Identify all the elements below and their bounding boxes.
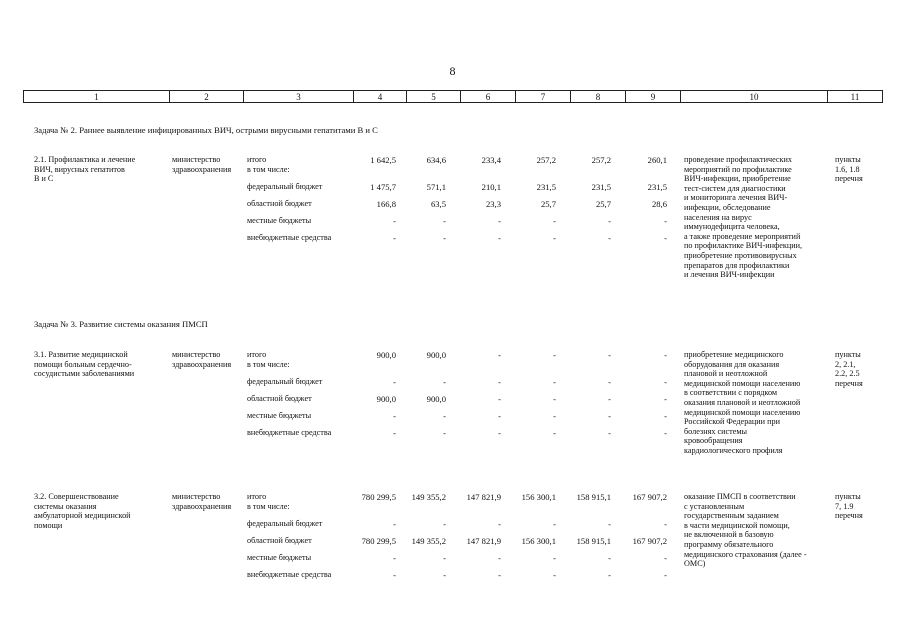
funding-value: - bbox=[443, 519, 446, 529]
list-points-line: перечня bbox=[835, 511, 863, 521]
expected-result-line: тест-систем для диагностики bbox=[684, 183, 786, 193]
funding-value: - bbox=[608, 233, 611, 243]
funding-value: 149 355,2 bbox=[411, 536, 446, 546]
funding-source bbox=[247, 428, 331, 438]
funding-value: - bbox=[553, 519, 556, 529]
expected-result-line: медицинского страхования (далее - bbox=[684, 549, 807, 559]
column-number: 5 bbox=[407, 91, 461, 103]
funding-value: - bbox=[664, 570, 667, 580]
expected-result-line: болезнях системы bbox=[684, 426, 748, 436]
expected-result-line: в соответствии с порядком bbox=[684, 388, 778, 398]
expected-result-line: проведение профилактических bbox=[684, 155, 793, 164]
executor-line: министерство bbox=[172, 350, 221, 359]
funding-value: 233,4 bbox=[481, 155, 501, 165]
expected-result-line: а также проведение мероприятий bbox=[684, 231, 801, 241]
funding-source-line: внебюджетные средства bbox=[247, 233, 332, 242]
funding-value: - bbox=[498, 233, 501, 243]
funding-value: - bbox=[553, 350, 556, 360]
funding-source-line: итого bbox=[247, 155, 267, 164]
funding-value: - bbox=[393, 519, 396, 529]
funding-value: - bbox=[608, 570, 611, 580]
funding-source-line: в том числе: bbox=[247, 164, 290, 174]
expected-result-line: не включенной в базовую bbox=[684, 530, 774, 540]
funding-value: - bbox=[498, 428, 501, 438]
funding-source bbox=[247, 182, 322, 192]
column-number: 10 bbox=[681, 91, 828, 103]
funding-value: - bbox=[608, 377, 611, 387]
funding-value: 149 355,2 bbox=[411, 492, 446, 502]
funding-source bbox=[247, 411, 311, 421]
funding-value: - bbox=[498, 216, 501, 226]
expected-result-line: приобретение медицинского bbox=[684, 350, 784, 359]
expected-result-line: населения на вирус bbox=[684, 212, 752, 222]
list-points-line: 2.2, 2.5 bbox=[835, 369, 860, 379]
funding-value: - bbox=[608, 519, 611, 529]
funding-value: 25,7 bbox=[595, 199, 611, 209]
activity-name-line: 2.1. Профилактика и лечение bbox=[34, 155, 136, 164]
funding-value: - bbox=[553, 216, 556, 226]
expected-result-line: оборудования для оказания bbox=[684, 359, 780, 369]
funding-value: - bbox=[664, 411, 667, 421]
funding-value: - bbox=[498, 519, 501, 529]
funding-value: - bbox=[553, 233, 556, 243]
activity-name-line: 3.2. Совершенствование bbox=[34, 492, 119, 501]
funding-value: 23,3 bbox=[485, 199, 501, 209]
funding-value: 780 299,5 bbox=[361, 536, 396, 546]
expected-result bbox=[684, 350, 800, 456]
funding-source bbox=[247, 216, 311, 226]
expected-result-line: и мониторинга лечения ВИЧ- bbox=[684, 193, 788, 203]
list-points-line: 1.6, 1.8 bbox=[835, 164, 860, 174]
funding-value: 231,5 bbox=[647, 182, 667, 192]
activity-name-line: сосудистыми заболеваниями bbox=[34, 369, 135, 379]
funding-value: - bbox=[393, 377, 396, 387]
funding-value: - bbox=[664, 350, 667, 360]
funding-value: - bbox=[608, 216, 611, 226]
funding-value: - bbox=[553, 411, 556, 421]
funding-source bbox=[247, 519, 322, 529]
activity-name-line: помощи больным сердечно- bbox=[34, 359, 132, 369]
funding-value: - bbox=[608, 350, 611, 360]
funding-value: 634,6 bbox=[426, 155, 446, 165]
funding-source bbox=[247, 394, 312, 404]
expected-result-line: иммунодефицита человека, bbox=[684, 222, 780, 232]
funding-source bbox=[247, 536, 312, 546]
funding-value: - bbox=[393, 216, 396, 226]
funding-value: 260,1 bbox=[647, 155, 667, 165]
column-number: 3 bbox=[244, 91, 354, 103]
expected-result-line: приобретение противовирусных bbox=[684, 250, 797, 260]
funding-value: - bbox=[443, 377, 446, 387]
list-points-line: пункты bbox=[835, 492, 861, 501]
list-points bbox=[835, 350, 863, 388]
funding-source-line: федеральный бюджет bbox=[247, 182, 323, 191]
funding-source-line: областной бюджет bbox=[247, 199, 312, 208]
funding-value: 231,5 bbox=[536, 182, 556, 192]
funding-source bbox=[247, 377, 322, 387]
funding-value: 571,1 bbox=[426, 182, 446, 192]
executor-line: здравоохранения bbox=[172, 164, 232, 174]
activity-name bbox=[34, 350, 134, 379]
expected-result-line: плановой и неотложной bbox=[684, 369, 768, 379]
list-points bbox=[835, 155, 863, 184]
funding-source-line: местные бюджеты bbox=[247, 411, 312, 420]
funding-source bbox=[247, 570, 331, 580]
column-number: 9 bbox=[626, 91, 681, 103]
executor bbox=[172, 155, 231, 174]
funding-value: 158 915,1 bbox=[576, 536, 611, 546]
expected-result-line: медицинской помощи населению bbox=[684, 378, 801, 388]
executor bbox=[172, 492, 231, 511]
funding-value: 158 915,1 bbox=[576, 492, 611, 502]
expected-result-line: и лечения ВИЧ-инфекции bbox=[684, 270, 775, 280]
activity-name-line: В и С bbox=[34, 174, 54, 184]
expected-result-line: в части медицинской помощи, bbox=[684, 520, 790, 530]
funding-value: 780 299,5 bbox=[361, 492, 396, 502]
column-number: 6 bbox=[461, 91, 516, 103]
funding-value: - bbox=[443, 216, 446, 226]
funding-value: 25,7 bbox=[540, 199, 556, 209]
expected-result-line: инфекции, обследование bbox=[684, 202, 771, 212]
funding-value: 167 907,2 bbox=[632, 536, 667, 546]
funding-value: - bbox=[664, 428, 667, 438]
funding-value: 167 907,2 bbox=[632, 492, 667, 502]
funding-value: 156 300,1 bbox=[521, 492, 556, 502]
expected-result-line: ВИЧ-инфекции, приобретение bbox=[684, 174, 791, 184]
funding-value: - bbox=[553, 553, 556, 563]
funding-value: - bbox=[664, 553, 667, 563]
activity-name-line: амбулаторной медицинской bbox=[34, 511, 131, 521]
expected-result-line: мероприятий по профилактике bbox=[684, 164, 792, 174]
funding-source-line: внебюджетные средства bbox=[247, 570, 332, 579]
funding-value: - bbox=[498, 553, 501, 563]
funding-value: - bbox=[608, 394, 611, 404]
funding-value: 1 475,7 bbox=[370, 182, 396, 192]
expected-result-line: программу обязательного bbox=[684, 539, 774, 549]
expected-result-line: с установленным bbox=[684, 501, 745, 511]
expected-result-line: кровообращения bbox=[684, 436, 743, 446]
list-points-line: перечня bbox=[835, 378, 863, 388]
expected-result-line: оказания плановой и неотложной bbox=[684, 397, 801, 407]
column-number: 11 bbox=[828, 91, 883, 103]
funding-value: - bbox=[498, 411, 501, 421]
executor-line: министерство bbox=[172, 492, 221, 501]
funding-value: 900,0 bbox=[376, 394, 396, 404]
funding-value: - bbox=[553, 377, 556, 387]
expected-result-line: кардиологического профиля bbox=[684, 445, 783, 455]
funding-value: 166,8 bbox=[376, 199, 396, 209]
funding-value: - bbox=[443, 428, 446, 438]
funding-source-line: итого bbox=[247, 350, 267, 359]
funding-value: - bbox=[443, 411, 446, 421]
funding-value: - bbox=[393, 428, 396, 438]
page-number: 8 bbox=[449, 64, 456, 78]
funding-value: - bbox=[393, 411, 396, 421]
list-points-line: 2, 2.1, bbox=[835, 359, 856, 369]
column-number: 7 bbox=[516, 91, 571, 103]
funding-value: - bbox=[553, 570, 556, 580]
funding-value: 257,2 bbox=[536, 155, 556, 165]
expected-result-line: ОМС) bbox=[684, 559, 706, 569]
executor-line: министерство bbox=[172, 155, 221, 164]
funding-value: - bbox=[664, 216, 667, 226]
funding-source bbox=[247, 233, 331, 243]
funding-source bbox=[247, 492, 290, 511]
funding-value: 147 821,9 bbox=[466, 492, 501, 502]
column-number: 1 bbox=[24, 91, 170, 103]
executor-line: здравоохранения bbox=[172, 501, 232, 511]
funding-value: - bbox=[443, 570, 446, 580]
funding-value: - bbox=[608, 428, 611, 438]
funding-value: - bbox=[393, 570, 396, 580]
funding-source-line: итого bbox=[247, 492, 267, 501]
funding-value: 147 821,9 bbox=[466, 536, 501, 546]
funding-value: - bbox=[553, 394, 556, 404]
funding-source-line: местные бюджеты bbox=[247, 216, 312, 225]
list-points-line: 7, 1.9 bbox=[835, 501, 854, 511]
funding-value: 63,5 bbox=[430, 199, 446, 209]
activity-name-line: помощи bbox=[34, 520, 63, 530]
funding-value: - bbox=[498, 570, 501, 580]
activity-name-line: системы оказания bbox=[34, 501, 97, 511]
funding-value: 900,0 bbox=[376, 350, 396, 360]
funding-value: 1 642,5 bbox=[370, 155, 396, 165]
funding-source-line: областной бюджет bbox=[247, 536, 312, 545]
list-points bbox=[835, 492, 863, 521]
funding-value: - bbox=[664, 377, 667, 387]
funding-value: 210,1 bbox=[481, 182, 501, 192]
list-points-line: перечня bbox=[835, 174, 863, 184]
funding-value: 257,2 bbox=[591, 155, 611, 165]
funding-value: 231,5 bbox=[591, 182, 611, 192]
funding-value: - bbox=[664, 233, 667, 243]
funding-value: - bbox=[498, 350, 501, 360]
funding-value: - bbox=[443, 233, 446, 243]
task-heading: Задача № 3. Развитие системы оказания ПМСП bbox=[34, 319, 208, 329]
funding-value: 900,0 bbox=[426, 350, 446, 360]
expected-result-line: препаратов для профилактики bbox=[684, 260, 790, 270]
funding-value: - bbox=[498, 394, 501, 404]
funding-value: 900,0 bbox=[426, 394, 446, 404]
funding-source-line: областной бюджет bbox=[247, 394, 312, 403]
activity-name bbox=[34, 155, 135, 184]
activity-name-line: 3.1. Развитие медицинской bbox=[34, 350, 128, 359]
funding-source-line: местные бюджеты bbox=[247, 553, 312, 562]
funding-value: - bbox=[664, 394, 667, 404]
column-number-header bbox=[23, 90, 883, 103]
executor-line: здравоохранения bbox=[172, 359, 232, 369]
column-number: 4 bbox=[354, 91, 407, 103]
funding-source-line: федеральный бюджет bbox=[247, 519, 323, 528]
list-points-line: пункты bbox=[835, 350, 861, 359]
expected-result-line: государственным заданием bbox=[684, 511, 779, 521]
expected-result-line: оказание ПМСП в соответствии bbox=[684, 492, 796, 501]
funding-value: - bbox=[608, 411, 611, 421]
funding-source-line: федеральный бюджет bbox=[247, 377, 323, 386]
funding-value: - bbox=[443, 553, 446, 563]
expected-result-line: медицинской помощи населению bbox=[684, 407, 801, 417]
funding-source-line: в том числе: bbox=[247, 501, 290, 511]
executor bbox=[172, 350, 231, 369]
activity-name-line: ВИЧ, вирусных гепатитов bbox=[34, 164, 125, 174]
funding-value: - bbox=[664, 519, 667, 529]
expected-result bbox=[684, 155, 802, 280]
funding-source bbox=[247, 553, 311, 563]
column-number: 8 bbox=[571, 91, 626, 103]
funding-source-line: внебюджетные средства bbox=[247, 428, 332, 437]
column-number: 2 bbox=[170, 91, 244, 103]
expected-result-line: Российской Федерации при bbox=[684, 417, 780, 427]
activity-name bbox=[34, 492, 131, 530]
funding-value: 156 300,1 bbox=[521, 536, 556, 546]
funding-value: - bbox=[393, 553, 396, 563]
list-points-line: пункты bbox=[835, 155, 861, 164]
funding-value: - bbox=[553, 428, 556, 438]
expected-result bbox=[684, 492, 807, 569]
funding-value: - bbox=[608, 553, 611, 563]
funding-value: - bbox=[498, 377, 501, 387]
funding-source bbox=[247, 155, 290, 174]
funding-source bbox=[247, 199, 312, 209]
task-heading: Задача № 2. Раннее выявление инфицированных ВИЧ, острыми вирусными гепатитами В и С bbox=[34, 125, 378, 135]
funding-source-line: в том числе: bbox=[247, 359, 290, 369]
funding-source bbox=[247, 350, 290, 369]
funding-value: 28,6 bbox=[651, 199, 667, 209]
expected-result-line: по профилактике ВИЧ-инфекции, bbox=[684, 241, 803, 251]
funding-value: - bbox=[393, 233, 396, 243]
